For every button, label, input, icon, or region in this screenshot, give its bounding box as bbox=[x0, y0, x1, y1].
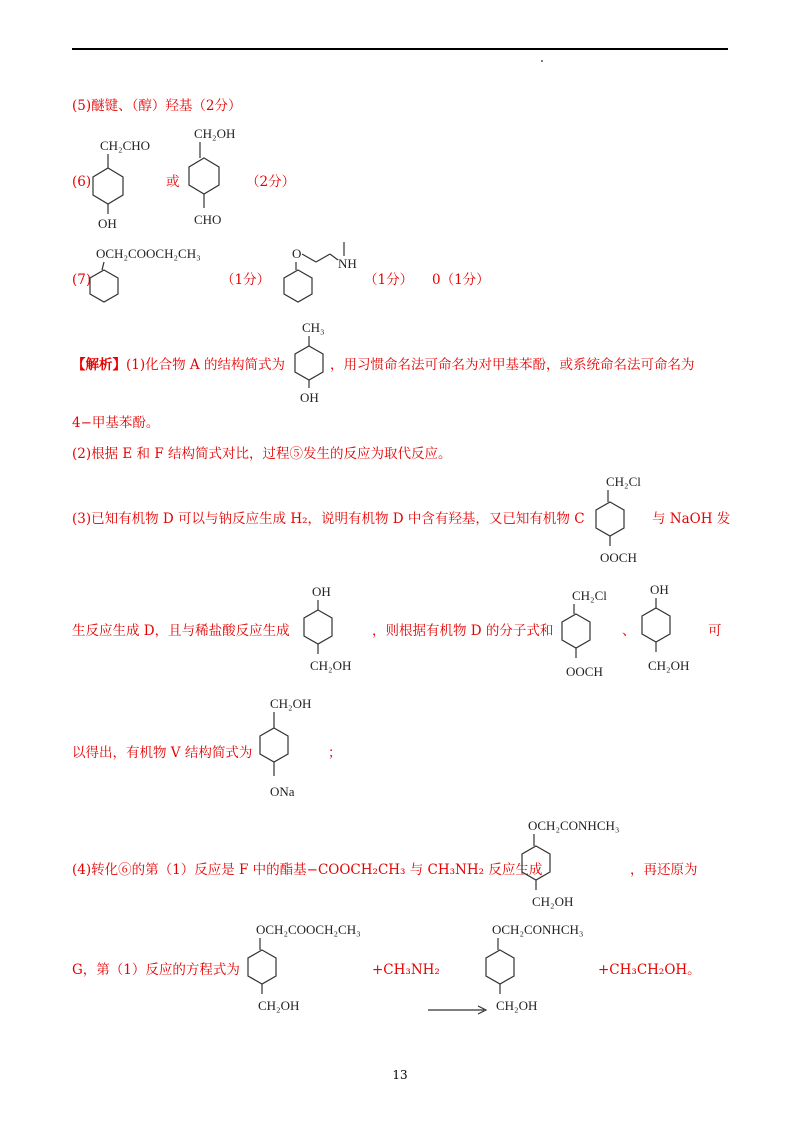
structure-C bbox=[594, 466, 658, 572]
analysis-3-line2-mid: ，则根据有机物 D 的分子式和 bbox=[372, 623, 554, 639]
analysis-2: (2)根据 E 和 F 结构简式对比，过程⑤发生的反应为取代反应。 bbox=[72, 446, 452, 462]
analysis-3-line1: (3)已知有机物 D 可以与钠反应生成 H₂，说明有机物 D 中含有羟基，又已知有机物 C bbox=[72, 511, 585, 527]
svg-text:CH₂OH: CH₂OH bbox=[270, 696, 312, 711]
answer-6-or: 或 bbox=[166, 174, 180, 190]
page-number: 13 bbox=[392, 1068, 408, 1082]
svg-text:OCH₂COOCH₂CH₃: OCH₂COOCH₂CH₃ bbox=[256, 922, 361, 937]
analysis-3-line3-suffix: ； bbox=[328, 745, 342, 761]
analysis-4-plus-1: +CH₃NH₂ bbox=[372, 962, 440, 978]
svg-text:CH₂OH: CH₂OH bbox=[310, 658, 352, 673]
analysis-3-line3: 以得出，有机物 V 结构简式为 bbox=[72, 745, 253, 761]
svg-text:CH₂OH: CH₂OH bbox=[258, 998, 300, 1013]
answer-7-label: (7) bbox=[72, 272, 92, 288]
structure-7b bbox=[282, 238, 372, 304]
header-rule bbox=[72, 48, 728, 50]
analysis-3-line1-suffix: 与 NaOH 发 bbox=[652, 511, 731, 527]
svg-text:OOCH: OOCH bbox=[566, 664, 603, 679]
answer-7-value: 0（1分） bbox=[432, 272, 490, 288]
header-dot bbox=[541, 60, 543, 62]
analysis-1-cont: 4−甲基苯酚。 bbox=[72, 415, 160, 431]
svg-text:CH₃: CH₃ bbox=[302, 320, 325, 335]
svg-text:NH: NH bbox=[338, 256, 357, 271]
analysis-4-line1-suffix: ，再还原为 bbox=[630, 862, 698, 878]
structure-F bbox=[246, 916, 386, 1016]
analysis-3-sep: 、 bbox=[622, 623, 636, 639]
reaction-arrow bbox=[428, 1004, 490, 1016]
svg-text:OH: OH bbox=[312, 584, 331, 599]
structure-amide-2 bbox=[484, 916, 604, 1016]
svg-text:ONa: ONa bbox=[270, 784, 295, 799]
analysis-4-line2: G，第（1）反应的方程式为 bbox=[72, 962, 240, 978]
analysis-1-prefix: (1)化合物 A 的结构简式为 bbox=[126, 357, 285, 373]
structure-C-2 bbox=[560, 580, 624, 686]
analysis-3-line2: 生反应生成 D，且与稀盐酸反应生成 bbox=[72, 623, 290, 639]
analysis-1-suffix: ，用习惯命名法可命名为对甲基苯酚，或系统命名法可命名为 bbox=[330, 357, 695, 373]
analysis-1-line bbox=[72, 356, 285, 374]
analysis-tag: 【解析】 bbox=[72, 357, 126, 373]
svg-text:CH₂Cl: CH₂Cl bbox=[606, 474, 641, 489]
answer-5: (5)醚键、（醇）羟基（2分） bbox=[72, 98, 242, 114]
analysis-3-line2-end: 可 bbox=[708, 623, 722, 639]
structure-A bbox=[288, 316, 334, 408]
svg-text:CH₂OH: CH₂OH bbox=[648, 658, 690, 673]
structure-amide bbox=[520, 812, 640, 912]
answer-6-score: （2分） bbox=[246, 174, 296, 190]
structure-D-2 bbox=[638, 576, 708, 676]
answer-7-score-1: （1分） bbox=[221, 272, 271, 288]
svg-text:CH₂CHO: CH₂CHO bbox=[100, 138, 151, 153]
svg-text:CH₂OH: CH₂OH bbox=[194, 126, 236, 141]
svg-text:OOCH: OOCH bbox=[600, 550, 637, 565]
svg-text:OCH₂CONHCH₃: OCH₂CONHCH₃ bbox=[528, 818, 620, 833]
svg-text:OCH₂COOCH₂CH₃: OCH₂COOCH₂CH₃ bbox=[96, 246, 201, 261]
structure-D bbox=[300, 580, 370, 680]
svg-text:OH: OH bbox=[650, 582, 669, 597]
answer-6-label: (6) bbox=[72, 174, 92, 190]
structure-7a bbox=[88, 238, 228, 304]
structure-6a bbox=[88, 128, 178, 234]
svg-text:CHO: CHO bbox=[194, 212, 222, 227]
analysis-4-line1: (4)转化⑥的第（1）反应是 F 中的酯基−COOCH₂CH₃ 与 CH₃NH₂ 反应生成 bbox=[72, 862, 543, 878]
svg-text:OH: OH bbox=[300, 390, 319, 405]
svg-text:OCH₂CONHCH₃: OCH₂CONHCH₃ bbox=[492, 922, 584, 937]
svg-text:CH₂OH: CH₂OH bbox=[532, 894, 574, 909]
svg-text:CH₂OH: CH₂OH bbox=[496, 998, 538, 1013]
structure-V bbox=[256, 692, 330, 810]
svg-text:CH₂Cl: CH₂Cl bbox=[572, 588, 607, 603]
analysis-4-plus-2: +CH₃CH₂OH。 bbox=[598, 962, 701, 978]
svg-text:O: O bbox=[292, 246, 302, 261]
svg-text:OH: OH bbox=[98, 216, 117, 231]
answer-7-score-2: （1分） bbox=[364, 272, 414, 288]
